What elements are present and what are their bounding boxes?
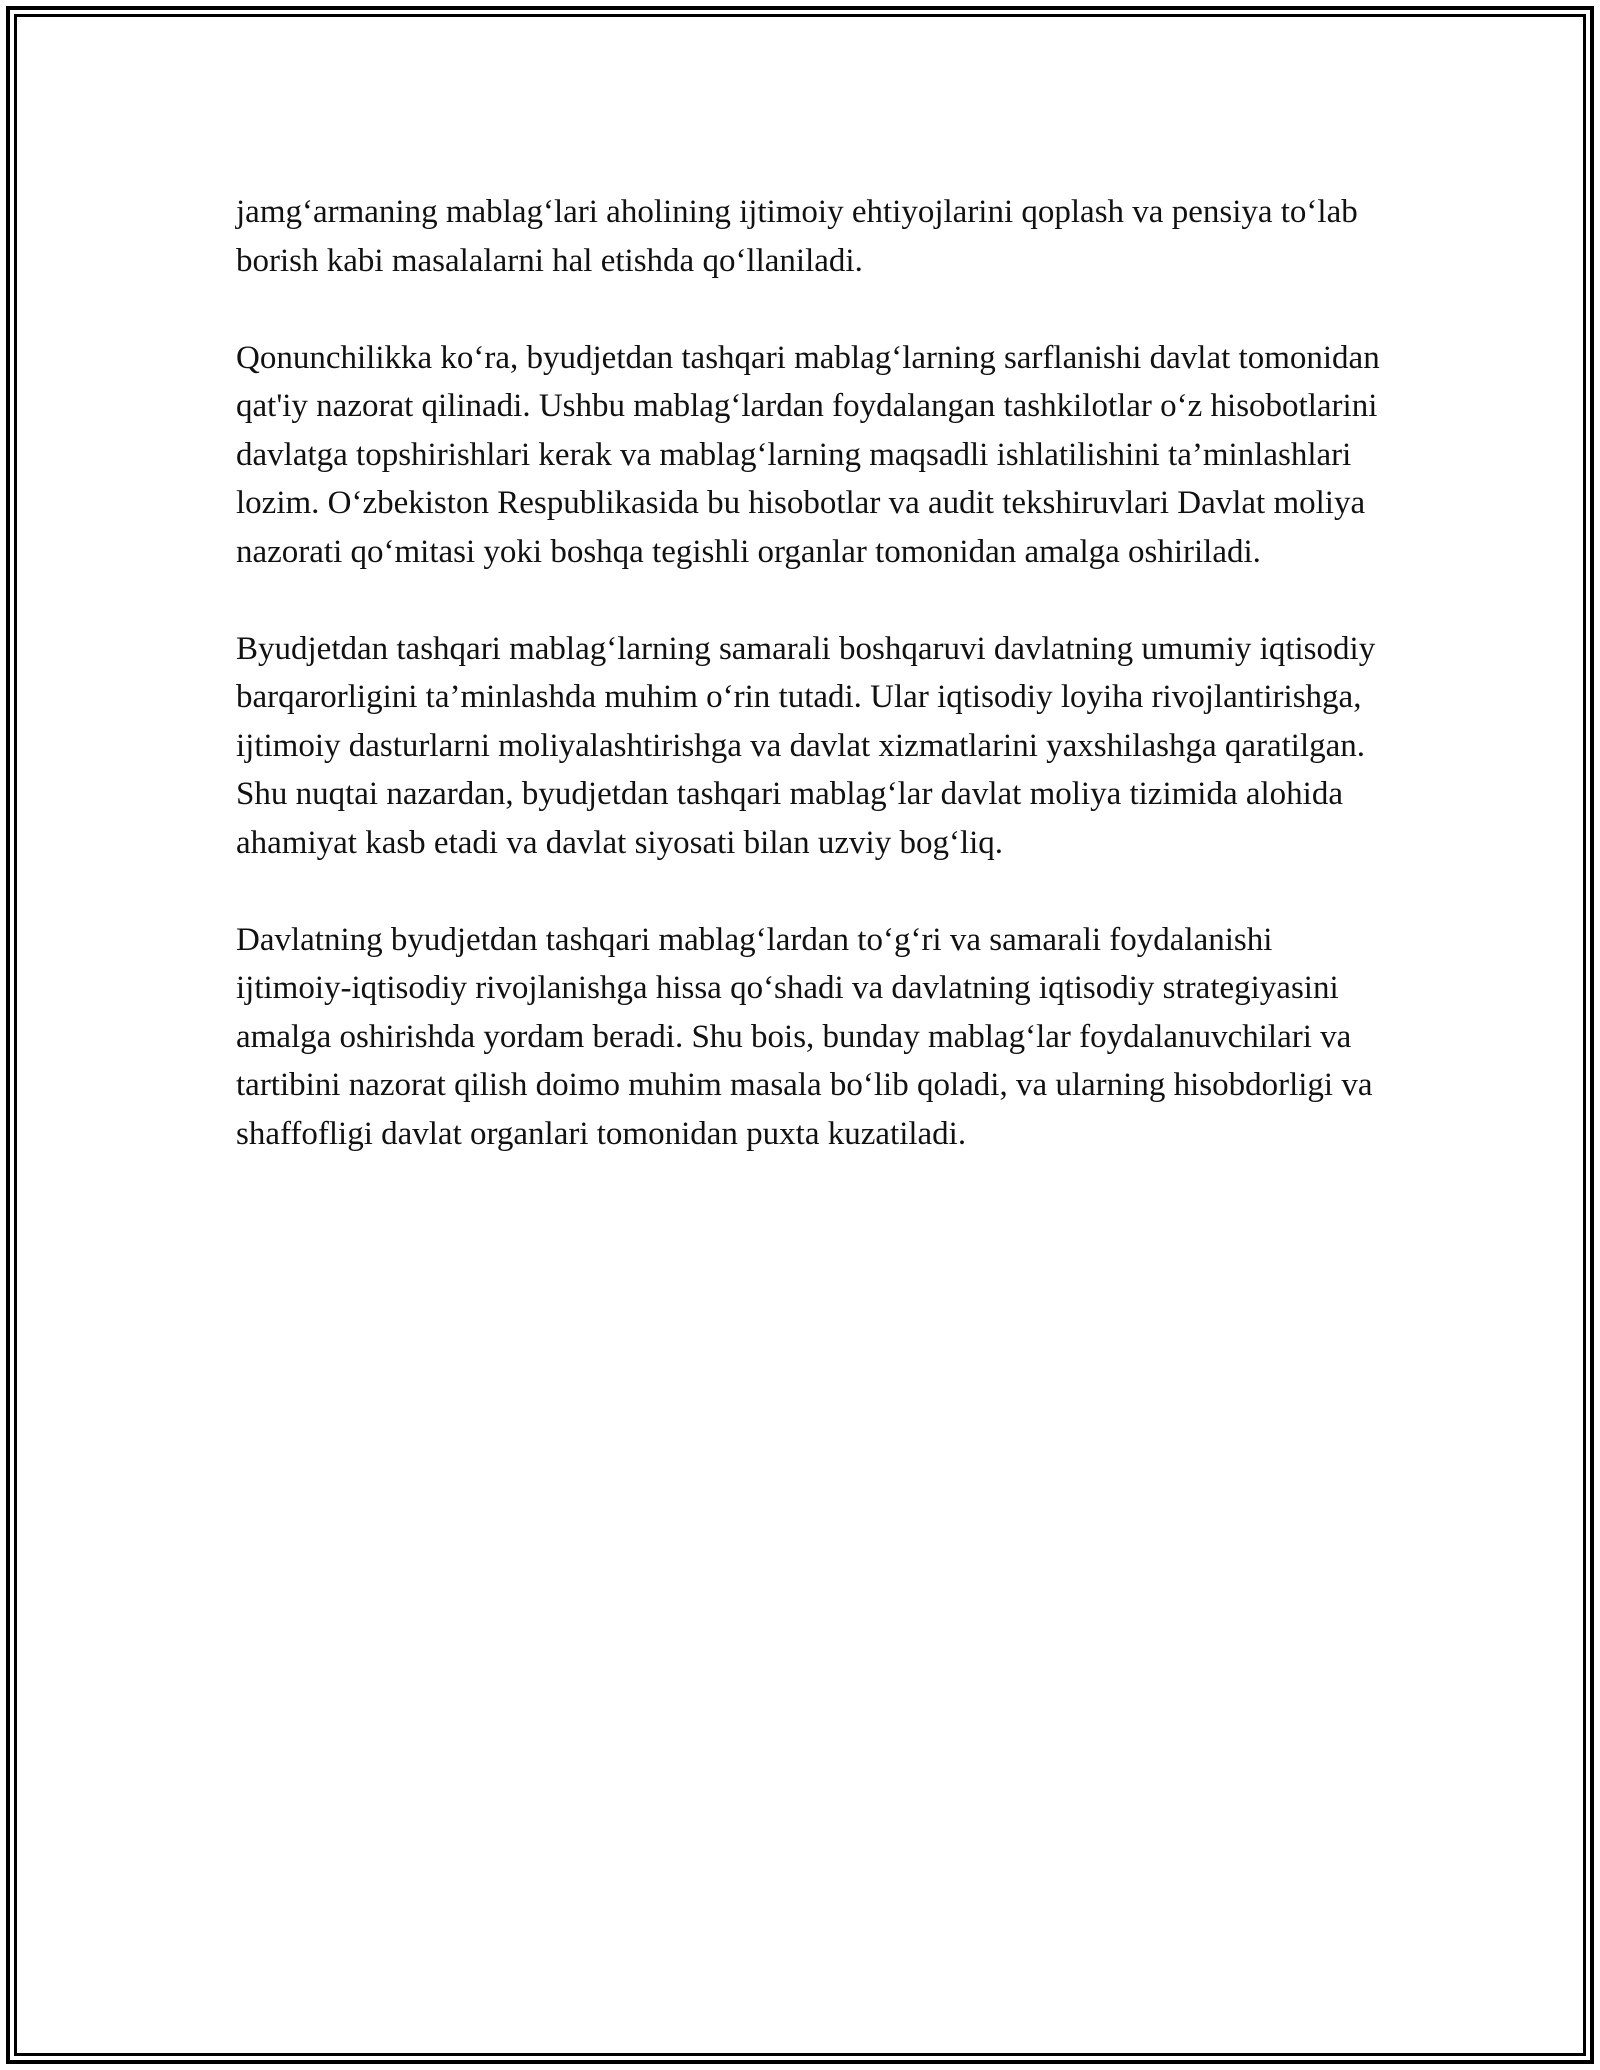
paragraph-2: Qonunchilikka ko‘ra, byudjetdan tashqari mablag‘larning sarflanishi davlat tomonidan qat'iy nazorat qilinadi. Ushbu mablag‘lardan foydalangan tashkilotlar o‘z hisobotlarini davlatga topshirishlari kerak va mablag‘larning maqsadli ishlatilishini ta’minlashlari lozim. O‘zbekiston Respublikasida bu hisobotlar va audit tekshiruvlari Davlat moliya nazorati qo‘mitasi yoki boshqa tegishli organlar tomonidan amalga oshiriladi. [236,339,1380,570]
paragraph-4: Davlatning byudjetdan tashqari mablag‘lardan to‘g‘ri va samarali foydalanishi ijtimoiy-iqtisodiy rivojlanishga hissa qo‘shadi va davlatning iqtisodiy strategiyasini amalga oshirishda yordam beradi. Shu bois, bunday mablag‘lar foydalanuvchilari va tartibini nazorat qilish doimo muhim masala bo‘lib qoladi, va ularning hisobdorligi va shaffofligi davlat organlari tomonidan puxta kuzatiladi. [236,921,1373,1152]
document-body [236,188,1386,1207]
paragraph-3: Byudjetdan tashqari mablag‘larning samarali boshqaruvi davlatning umumiy iqtisodiy barqarorligini ta’minlashda muhim o‘rin tutadi. Ular iqtisodiy loyiha rivojlantirishga, ijtimoiy dasturlarni moliyalashtirishga va davlat xizmatlarini yaxshilashga qaratilgan. Shu nuqtai nazardan, byudjetdan tashqari mablag‘lar davlat moliya tizimida alohida ahamiyat kasb etadi va davlat siyosati bilan uzviy bog‘liq. [236,630,1376,861]
paragraph-1: jamg‘armaning mablag‘lari aholining ijtimoiy ehtiyojlarini qoplash va pensiya to‘lab borish kabi masalalarni hal etishda qo‘llaniladi. [236,194,1358,279]
